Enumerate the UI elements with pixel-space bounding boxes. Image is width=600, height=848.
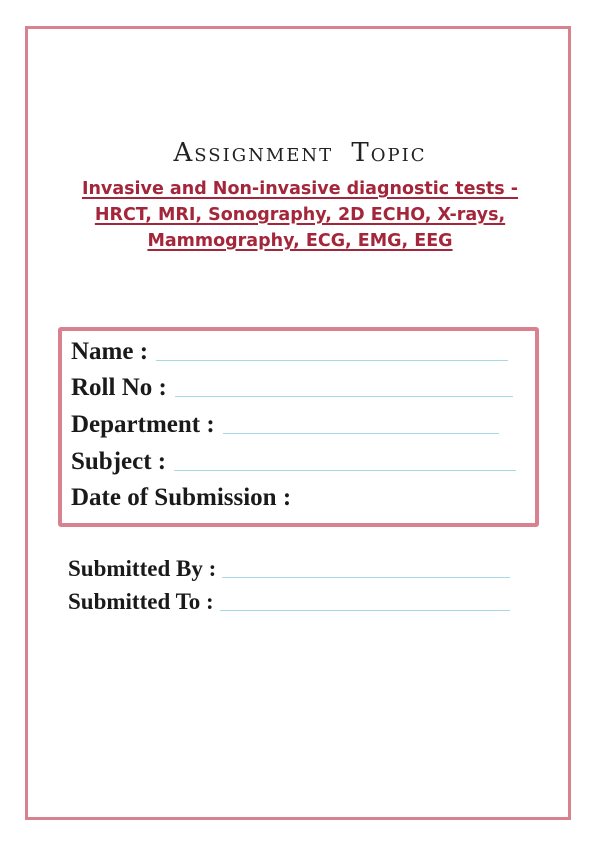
roll-row	[71, 374, 513, 402]
submitted-by-row	[68, 556, 510, 582]
roll-field[interactable]	[175, 396, 513, 397]
submitted-by-field[interactable]	[222, 577, 510, 578]
subject-row	[71, 448, 516, 476]
subject-label: Subject :	[71, 448, 167, 475]
submitted-to-field[interactable]	[220, 610, 510, 611]
subject-field[interactable]	[174, 470, 516, 471]
roll-label: Roll No :	[71, 374, 167, 401]
name-field[interactable]	[156, 360, 508, 361]
topic-line-1: Invasive and Non-invasive diagnostic tests -	[81, 179, 519, 199]
submitted-to-row	[68, 589, 510, 615]
assignment-heading: Assignment Topic	[173, 138, 427, 168]
date-row	[71, 484, 291, 512]
department-field[interactable]	[223, 433, 499, 434]
name-row	[71, 338, 508, 366]
topic-line-2: HRCT, MRI, Sonography, 2D ECHO, X-rays,	[94, 205, 506, 225]
submitted-to-label: Submitted To :	[68, 589, 214, 614]
department-label: Department :	[71, 411, 215, 438]
submitted-by-label: Submitted By :	[68, 556, 217, 581]
assignment-topic	[80, 176, 520, 254]
name-label: Name :	[71, 338, 149, 365]
topic-line-3: Mammography, ECG, EMG, EEG	[147, 231, 453, 251]
date-label: Date of Submission :	[71, 484, 292, 511]
department-row	[71, 411, 499, 439]
